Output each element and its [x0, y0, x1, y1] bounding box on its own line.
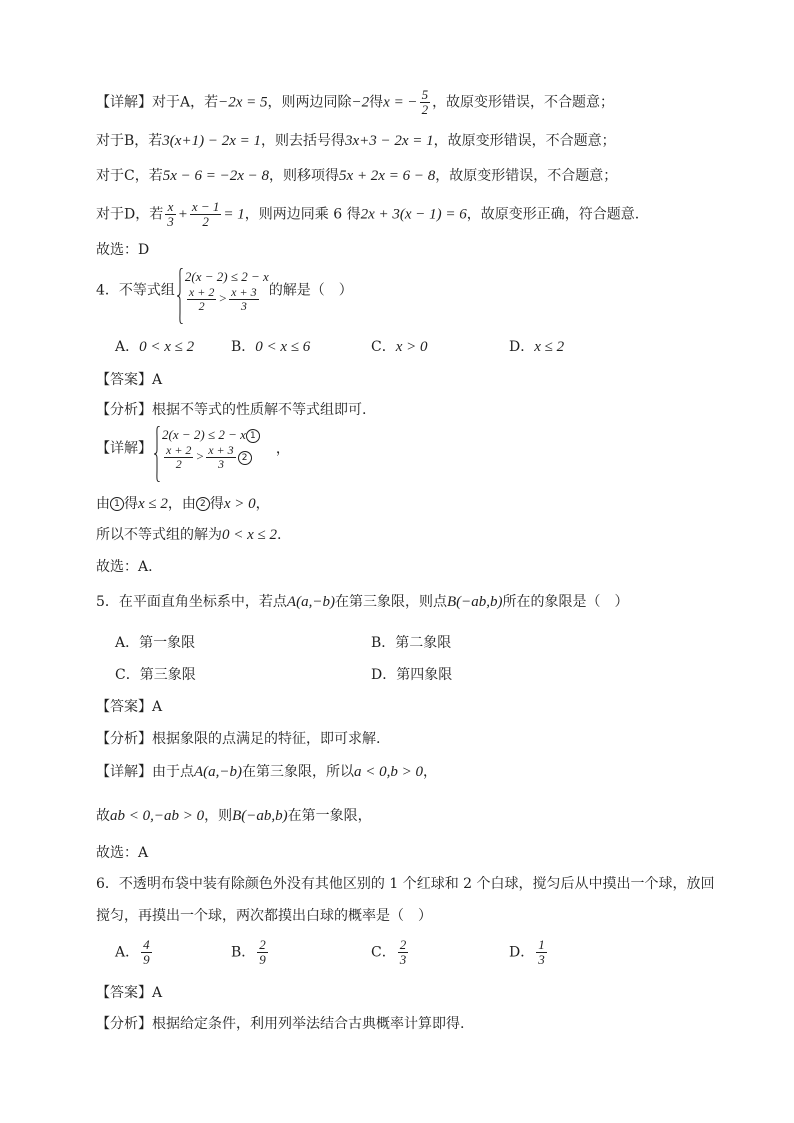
circled-one-icon: 1 — [110, 497, 124, 511]
q4-choose: 故选：A. — [96, 559, 153, 575]
system-row-2: $\frac{x + 2}{2}$ > $\frac{x + 3}{3}$ — [188, 285, 257, 313]
q5-option-d[interactable]: D．第四象限 — [371, 667, 453, 683]
q4-detail: 【详解】 2(x − 2) ≤ 2 − x 1 $\frac{x + 2}{2}$ > $\frac{x + 3}{3}$ 2 ， — [96, 426, 290, 471]
q3-detail-line-c: 对于C，若5x − 6 = −2x − 8，则移项得5x + 2x = 6 − 8，故原变形错误，不合题意； — [96, 168, 618, 184]
q4-option-a[interactable]: A．0 < x ≤ 2 — [115, 339, 195, 355]
q6-stem-line-1: 6．不透明布袋中装有除颜色外没有其他区别的 1 个红球和 2 个白球，搅匀后从中摸出一个球，放回 — [96, 876, 715, 892]
q6-option-b[interactable]: B． $\frac{2}{9}$ — [231, 937, 266, 967]
q6-analysis: 【分析】根据给定条件，利用列举法结合古典概率计算即得. — [96, 1016, 465, 1032]
q5-option-a[interactable]: A．第一象限 — [115, 635, 196, 651]
q4-option-c[interactable]: C．x > 0 — [371, 339, 428, 355]
fraction-5-over-2: $\frac{5}{2}$ — [421, 87, 429, 117]
q4-option-b[interactable]: B．0 < x ≤ 6 — [231, 339, 311, 355]
q4-stem: 4．不等式组 2(x − 2) ≤ 2 − x $\frac{x + 2}{2}$ > $\frac{x + 3}{3}$ 的解是（ ） — [96, 268, 353, 313]
q3-detail-line-b: 对于B，若3(x+1) − 2x = 1，则去括号得3x+3 − 2x = 1，故原变形错误，不合题意； — [96, 133, 616, 149]
q5-analysis: 【分析】根据象限的点满足的特征，即可求解. — [96, 731, 381, 747]
q5-stem: 5．在平面直角坐标系中，若点A(a,−b)在第三象限，则点B(−ab,b)所在的象限是（ ） — [96, 594, 629, 610]
q6-option-a[interactable]: A． $\frac{4}{9}$ — [115, 937, 150, 967]
q4-conclusion: 所以不等式组的解为0 < x ≤ 2. — [96, 527, 282, 543]
detail-tag: 【详解】 — [96, 94, 152, 111]
q6-option-d[interactable]: D． $\frac{1}{3}$ — [509, 937, 545, 967]
fraction-x-over-3: $\frac{x}{3}$ — [167, 199, 174, 229]
q5-detail-line-2: 故ab < 0,−ab > 0，则B(−ab,b)在第一象限， — [96, 808, 372, 824]
q3-detail-line-a: 【详解】对于A，若−2x = 5，则两边同除−2得x = − $\frac{5}{2}$ ，故原变形错误，不合题意； — [96, 87, 615, 117]
q4-option-d[interactable]: D．x ≤ 2 — [509, 339, 565, 355]
q6-option-c[interactable]: C． $\frac{2}{3}$ — [371, 937, 407, 967]
q5-option-b[interactable]: B．第二象限 — [371, 635, 452, 651]
q5-choose: 故选：A — [96, 845, 149, 861]
inequality-system: 2(x − 2) ≤ 2 − x $\frac{x + 2}{2}$ > $\frac{x + 3}{3}$ — [177, 268, 269, 313]
detail-inequality-system: 2(x − 2) ≤ 2 − x 1 $\frac{x + 2}{2}$ > $\frac{x + 3}{3}$ 2 — [154, 426, 260, 471]
q5-answer: 【答案】A — [96, 699, 163, 715]
circled-two-icon: 2 — [196, 497, 210, 511]
q6-answer: 【答案】A — [96, 985, 163, 1001]
q4-answer: 【答案】A — [96, 372, 163, 388]
q4-steps: 由 1 得x ≤ 2，由 2 得x > 0， — [96, 496, 270, 512]
q4-analysis: 【分析】根据不等式的性质解不等式组即可. — [96, 402, 367, 418]
q5-option-c[interactable]: C．第三象限 — [115, 667, 196, 683]
q6-stem-line-2: 搅匀，再摸出一个球，两次都摸出白球的概率是（ ） — [96, 908, 432, 924]
q5-detail: 【详解】由于点A(a,−b)在第三象限，所以a < 0,b > 0， — [96, 764, 438, 780]
circled-one-icon: 1 — [246, 429, 260, 443]
q3-detail-line-d: 对于D，若 $\frac{x}{3}$ + $\frac{x - 1}{2}$ = 1，则两边同乘 6 得2x + 3(x − 1) = 6，故原变形正确，符合题意. — [96, 199, 640, 229]
left-brace-icon — [177, 268, 183, 324]
fraction-x-minus-1-over-2: $\frac{x - 1}{2}$ — [191, 199, 220, 229]
q3-choose: 故选：D — [96, 242, 150, 258]
left-brace-icon — [154, 426, 160, 482]
circled-two-icon: 2 — [238, 451, 252, 465]
